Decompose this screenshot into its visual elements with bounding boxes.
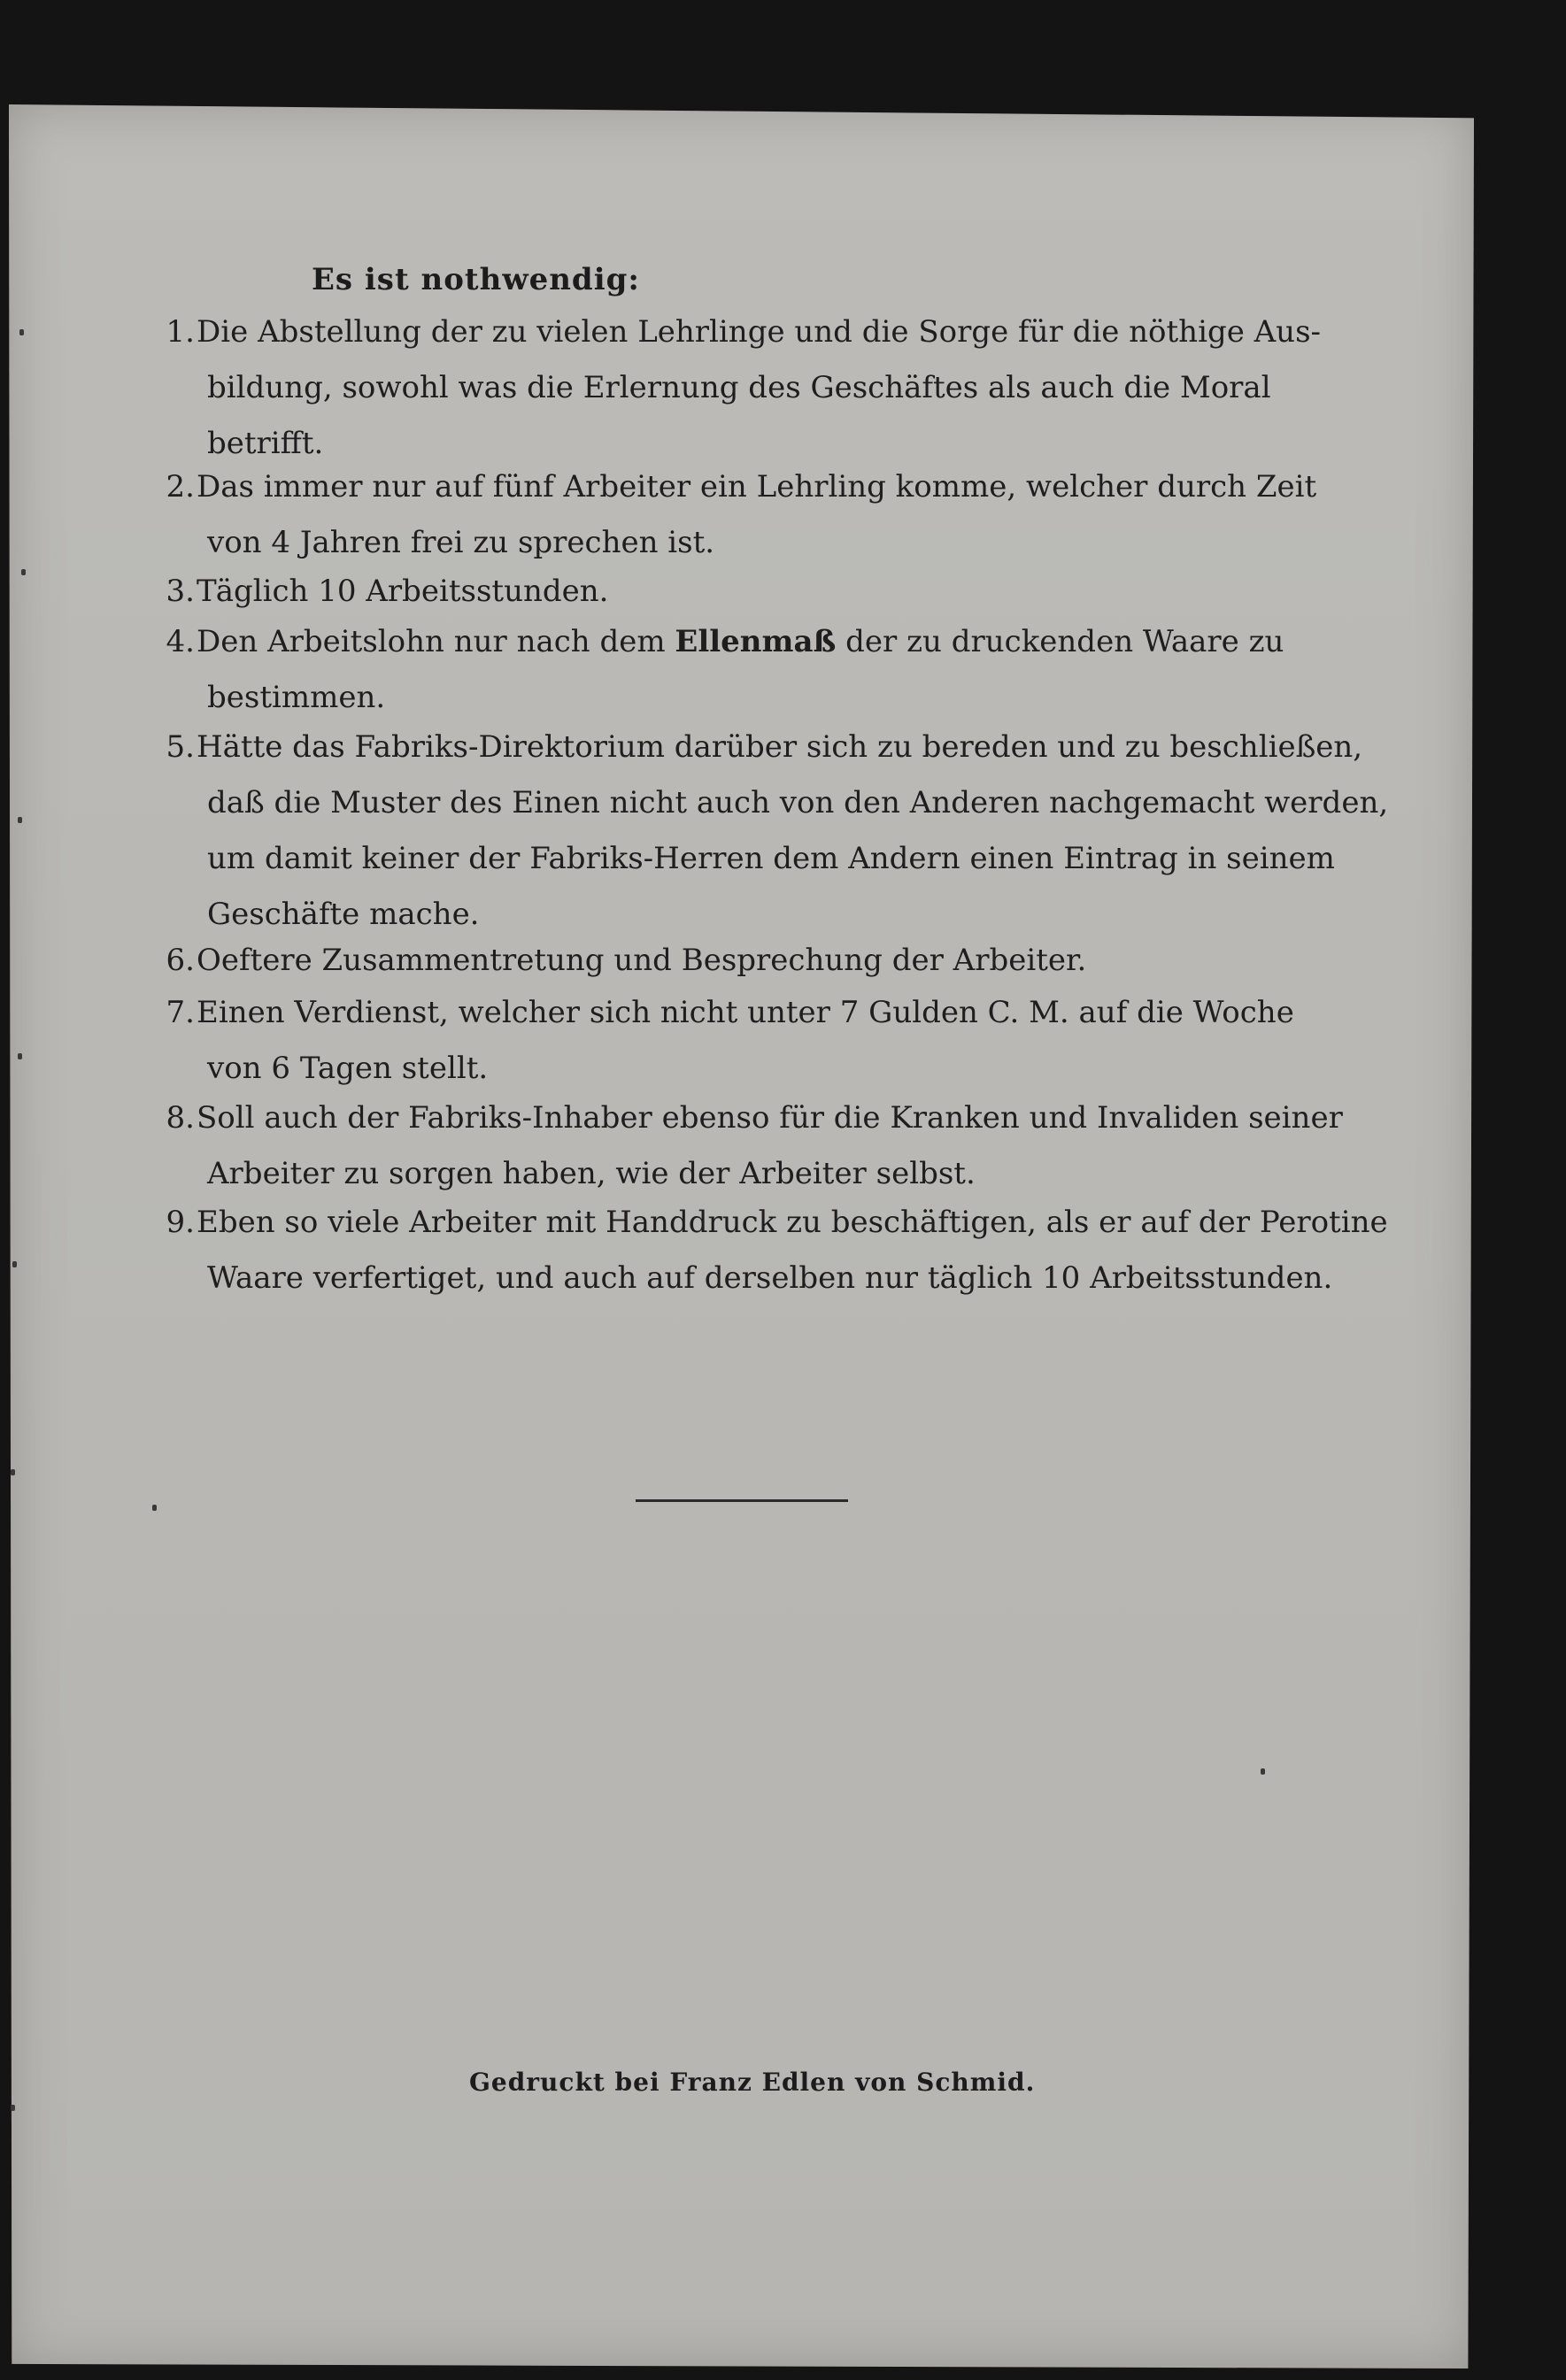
item-line: betrifft. (207, 426, 324, 461)
item-number: 2. (166, 469, 195, 504)
paper-speck (12, 1261, 17, 1267)
item-line: Das immer nur auf fünf Arbeiter ein Lehrling komme, welcher durch Zeit (197, 469, 1317, 504)
item-line: Soll auch der Fabriks-Inhaber ebenso für die Kranken und Invaliden seiner (197, 1100, 1343, 1136)
item-line: Einen Verdienst, welcher sich nicht unter 7 Gulden C. M. auf die Woche (197, 995, 1294, 1030)
paper-speck (21, 569, 26, 575)
item-line: daß die Muster des Einen nicht auch von den Anderen nachgemacht werden, (207, 785, 1389, 820)
item-line: bildung, sowohl was die Erlernung des Geschäftes als auch die Moral (207, 370, 1271, 405)
item-line: von 4 Jahren frei zu sprechen ist. (207, 525, 715, 560)
item-line: Eben so viele Arbeiter mit Handdruck zu beschäftigen, als er auf der Perotine (197, 1205, 1388, 1240)
item-text: der zu druckenden Waare zu (836, 624, 1284, 659)
emphasized-term: Ellenmaß (675, 624, 837, 659)
divider-rule (636, 1499, 848, 1502)
item-number: 9. (166, 1205, 195, 1240)
item-line: Täglich 10 Arbeitsstunden. (197, 574, 609, 609)
item-number: 1. (166, 314, 195, 350)
item-number: 8. (166, 1100, 195, 1136)
document-heading: Es ist nothwendig: (312, 262, 640, 297)
paper-speck (19, 329, 24, 335)
printer-imprint: Gedruckt bei Franz Edlen von Schmid. (469, 2068, 1036, 2097)
item-line: Die Abstellung der zu vielen Lehrlinge und die Sorge für die nöthige Aus- (197, 314, 1322, 350)
item-line: Hätte das Fabriks-Direktorium darüber sich zu bereden und zu beschließen, (197, 729, 1363, 765)
paper-speck (152, 1505, 157, 1511)
paper-speck (18, 817, 22, 823)
item-line (197, 614, 1284, 670)
item-line: von 6 Tagen stellt. (207, 1051, 489, 1086)
item-line: um damit keiner der Fabriks-Herren dem Andern einen Eintrag in seinem (207, 841, 1335, 876)
item-number: 3. (166, 574, 195, 609)
item-line: Geschäfte mache. (207, 897, 480, 932)
item-number: 5. (166, 729, 195, 765)
item-number: 6. (166, 943, 195, 978)
item-line: Arbeiter zu sorgen haben, wie der Arbeiter selbst. (207, 1156, 976, 1191)
item-line: Waare verfertiget, und auch auf derselben nur täglich 10 Arbeitsstunden. (207, 1260, 1333, 1296)
paper-speck (18, 1053, 22, 1059)
item-line: bestimmen. (207, 680, 386, 715)
paper-speck (1261, 1768, 1265, 1775)
paper-speck (11, 1469, 15, 1475)
item-number: 7. (166, 995, 195, 1030)
item-line: Oeftere Zusammentretung und Besprechung der Arbeiter. (197, 943, 1087, 978)
item-number: 4. (166, 624, 195, 659)
paper-speck (11, 2105, 15, 2111)
item-text: Den Arbeitslohn nur nach dem (197, 624, 675, 659)
